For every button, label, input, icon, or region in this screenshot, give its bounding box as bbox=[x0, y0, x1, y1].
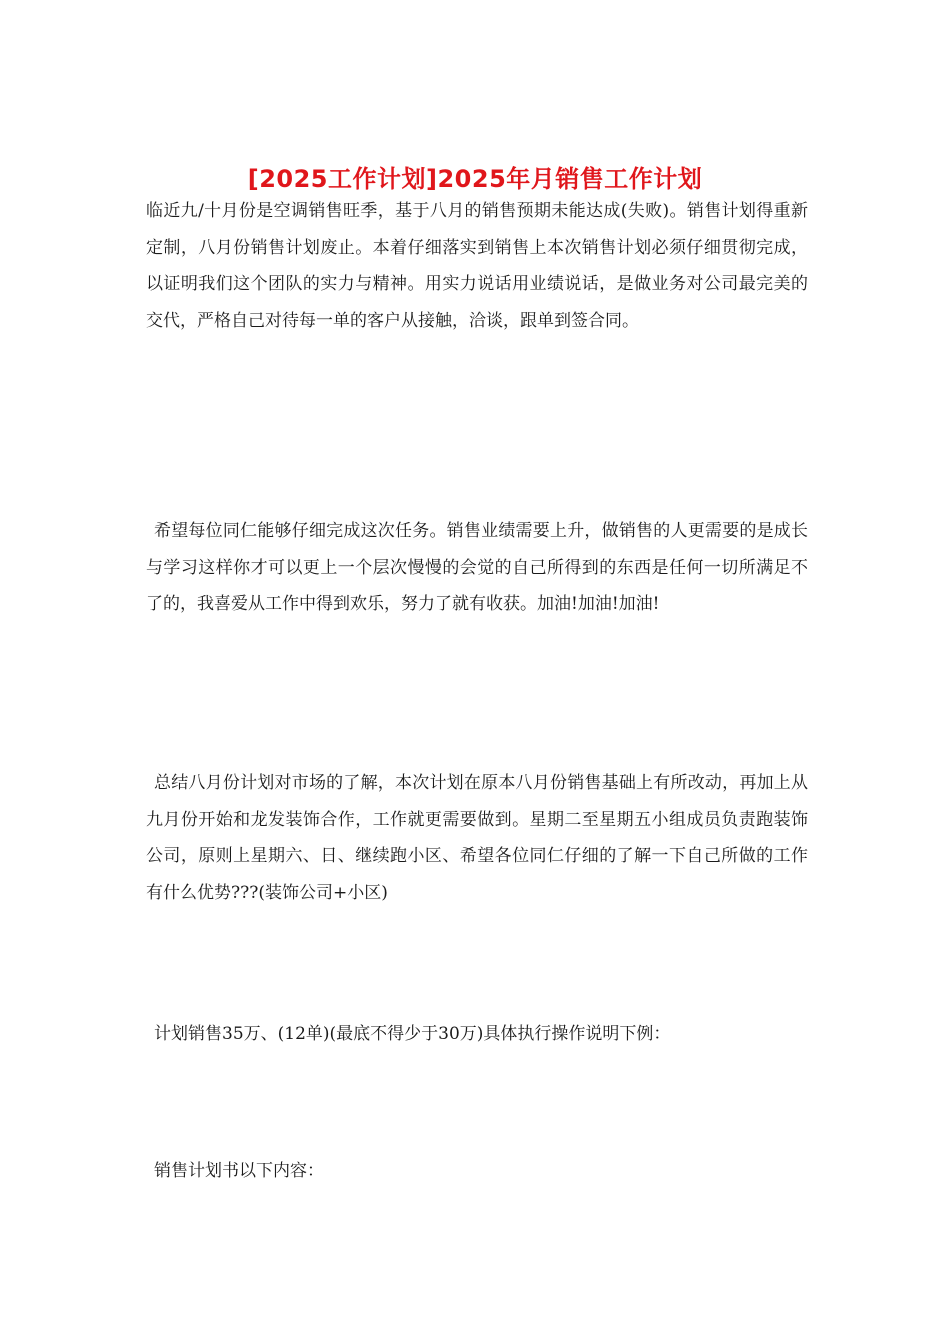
paragraph-encouragement: 希望每位同仁能够仔细完成这次任务。销售业绩需要上升，做销售的人更需要的是成长与学习这样你才可以更上一个层次慢慢的会觉的自己所得到的东西是任何一切所满足不了的，我喜爱从工作中得到欢乐，努力了就有收获。加油!加油!加油! bbox=[146, 521, 808, 614]
paragraph-intro: 临近九/十月份是空调销售旺季，基于八月的销售预期未能达成(失败)。销售计划得重新定制，八月份销售计划废止。本着仔细落实到销售上本次销售计划必须仔细贯彻完成，以证明我们这个团队的实力与精神。用实力说话用业绩说话，是做业务对公司最完美的交代，严格自己对待每一单的客户从接触，洽谈，跟单到签合同。 bbox=[146, 201, 808, 331]
paragraph-summary: 总结八月份计划对市场的了解，本次计划在原本八月份销售基础上有所改动，再加上从九月份开始和龙发装饰合作，工作就更需要做到。星期二至星期五小组成员负责跑装饰公司，原则上星期六、日、继续跑小区、希望各位同仁仔细的了解一下自己所做的工作有什么优势???(装饰公司+小区) bbox=[146, 773, 808, 903]
document-title: [2025工作计划]2025年月销售工作计划 bbox=[247, 165, 703, 194]
paragraph-sales-target: 计划销售35万、(12单)(最底不得少于30万)具体执行操作说明下例： bbox=[154, 1024, 671, 1044]
paragraph-plan-contents: 销售计划书以下内容： bbox=[154, 1161, 324, 1181]
